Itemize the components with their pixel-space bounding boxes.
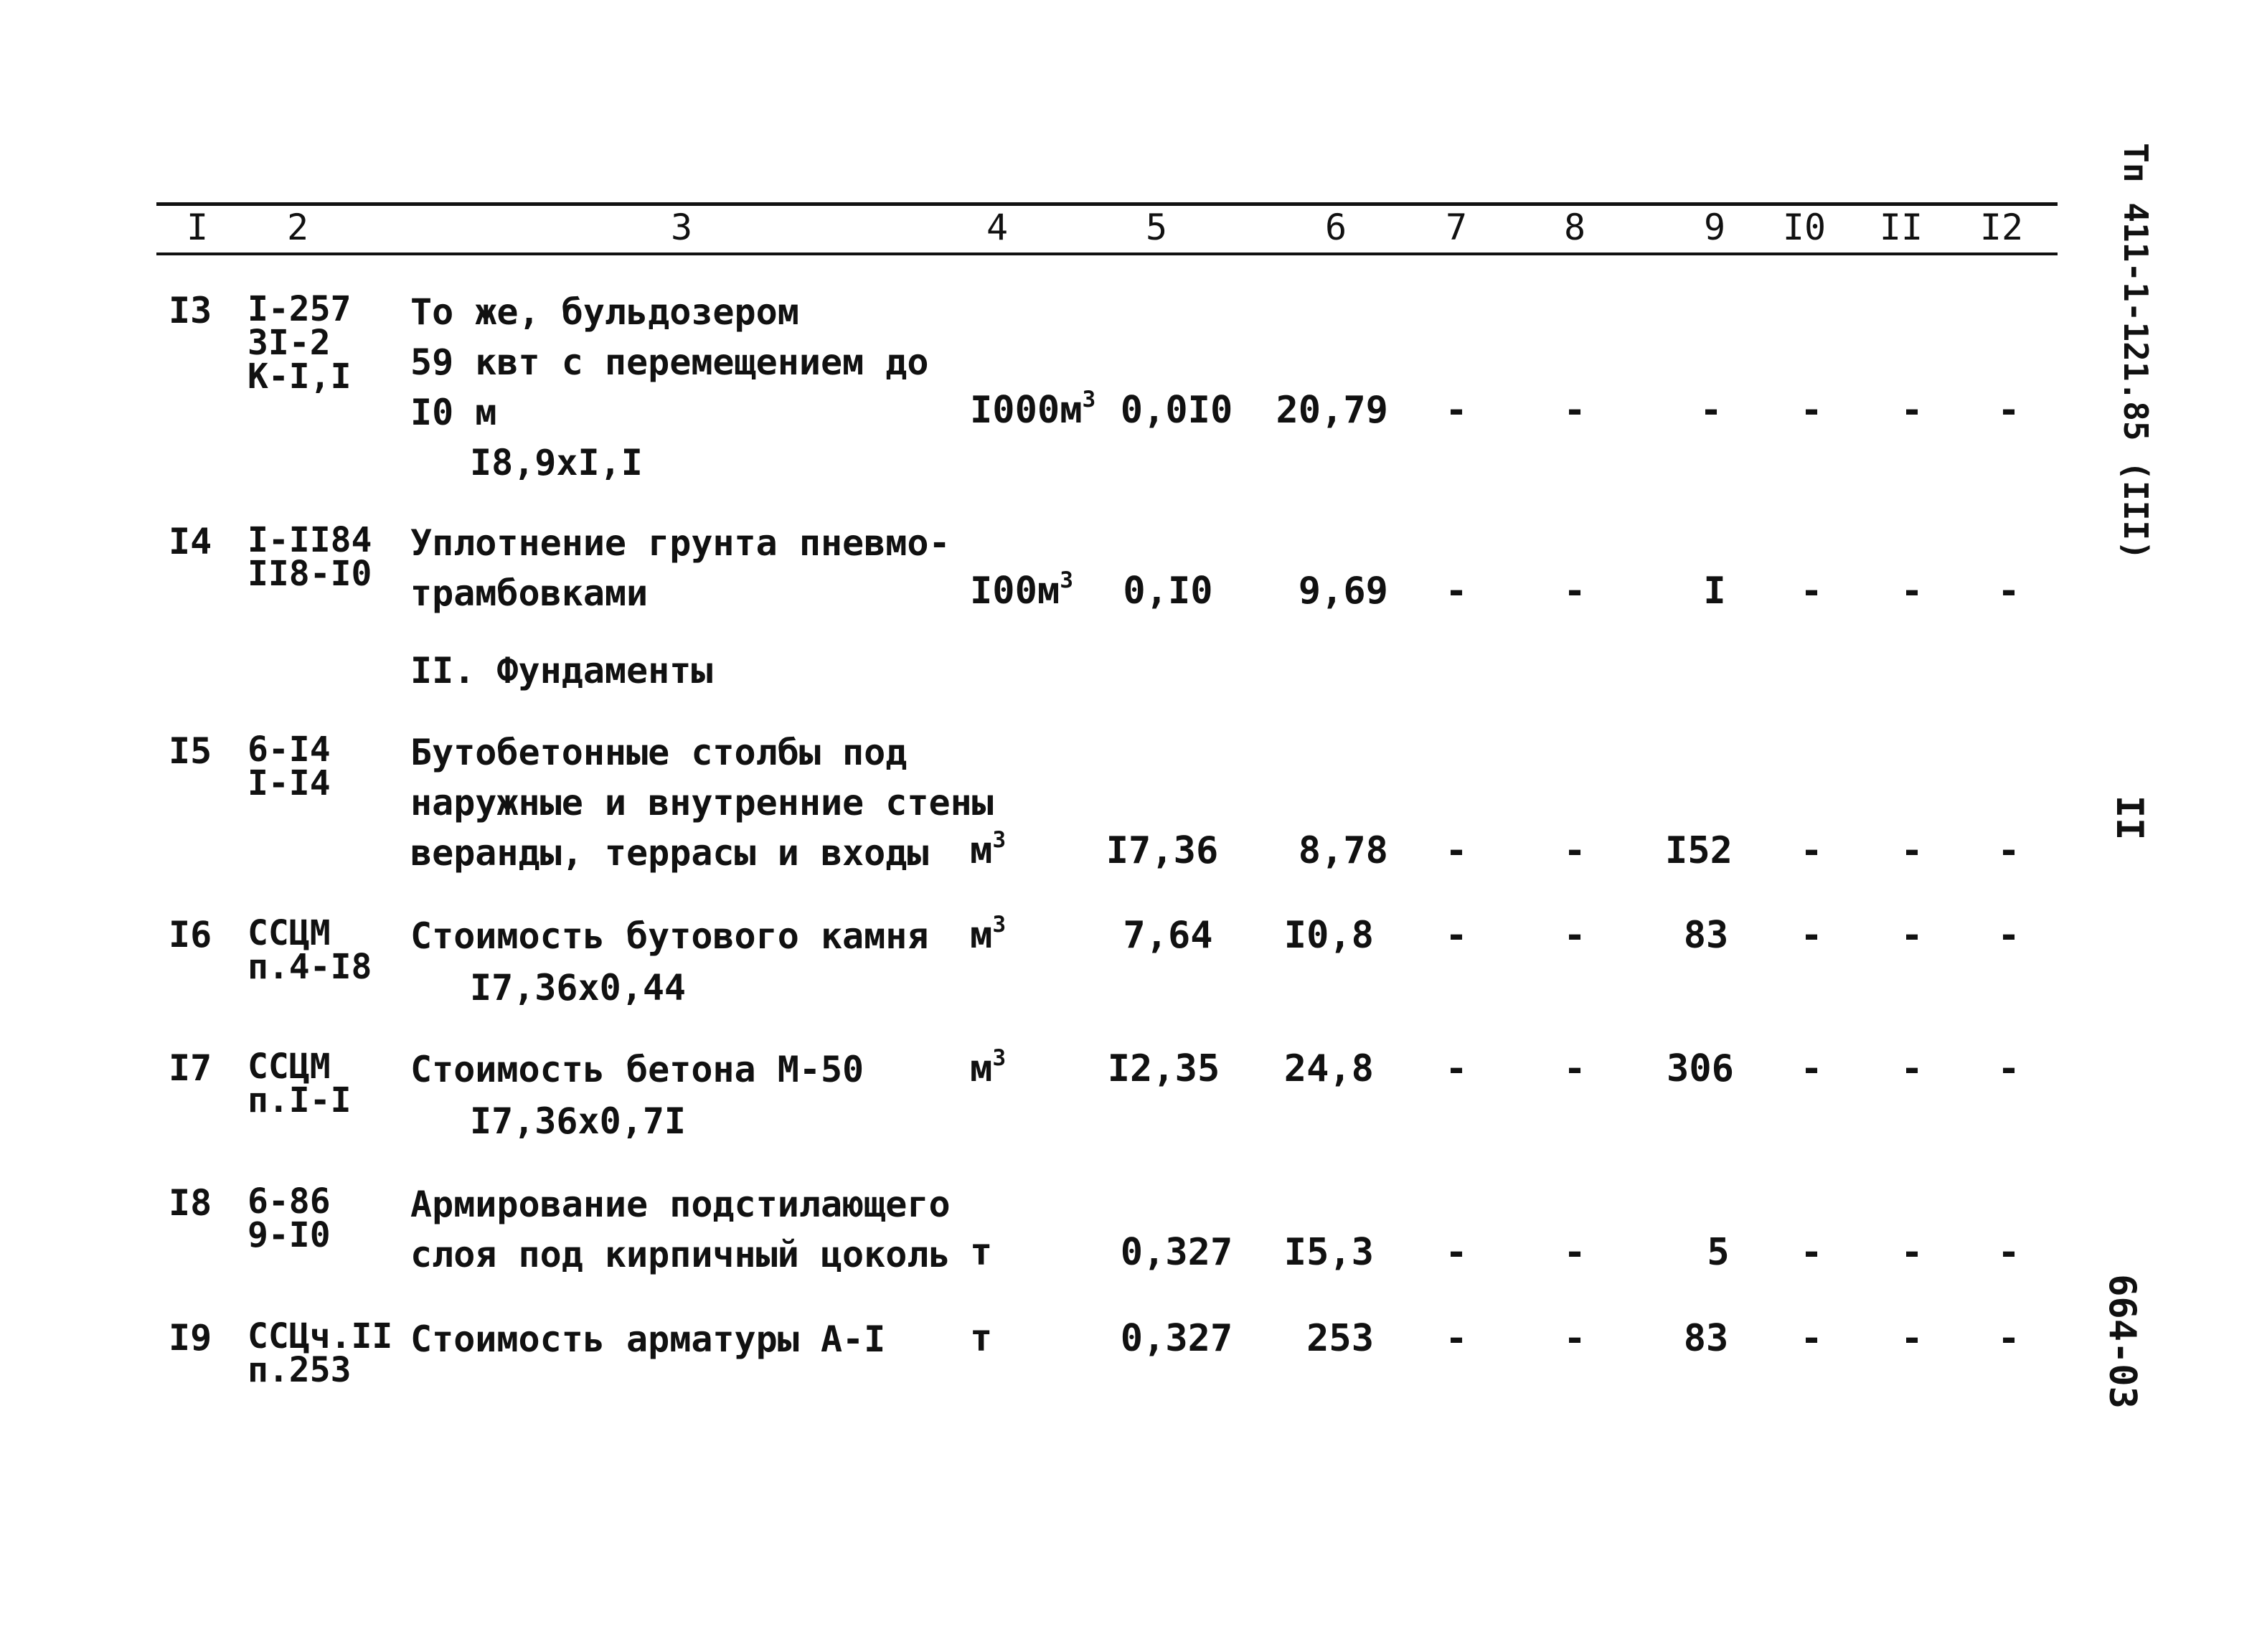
value-col9: 306 (1667, 1047, 1734, 1090)
col-header-2: 2 (286, 207, 309, 248)
value-col12: - (1997, 914, 2020, 957)
page-number: II (2108, 795, 2151, 841)
value-col12: - (1997, 389, 2020, 432)
value-col10: - (1800, 389, 1823, 432)
doc-code: Тп 411-1-121.85 (III) (2116, 143, 2155, 560)
value-col7: - (1445, 1317, 1468, 1360)
value-col8: - (1563, 1317, 1586, 1360)
value-col11: - (1900, 914, 1923, 957)
value-col10: - (1800, 1317, 1823, 1360)
row-number: I5 (169, 730, 212, 772)
value-col10: - (1800, 1231, 1823, 1274)
work-description: Стоимость арматуры А-I (410, 1318, 886, 1360)
unit: $м^3$ (970, 912, 1007, 957)
calculation: I8,9xI,I (470, 442, 643, 483)
value-col8: - (1563, 914, 1586, 957)
work-description: трамбовками (410, 572, 649, 614)
value-col7: - (1445, 829, 1468, 872)
value-col8: - (1563, 389, 1586, 432)
norm-code-line: ССЦМ (248, 913, 331, 953)
section-heading: II. Фундаменты (410, 650, 713, 692)
quantity: I7,36 (1106, 829, 1219, 872)
norm-code-line: I-I4 (248, 763, 331, 803)
norm-code-line: п.253 (248, 1350, 352, 1390)
work-description: Стоимость бутового камня (410, 915, 929, 957)
row-number: I9 (169, 1317, 212, 1359)
value-col11: - (1900, 389, 1923, 432)
norm-code-line: п.4-I8 (248, 947, 372, 987)
unit: $I000м^3$ (970, 387, 1096, 432)
norm-code-line: 9-I0 (248, 1215, 331, 1255)
value-col8: - (1563, 1047, 1586, 1090)
col-header-4: 4 (986, 207, 1009, 248)
work-description: 59 квт с перемещением до (410, 341, 929, 383)
norm-code-line: п.I-I (248, 1080, 352, 1120)
value-col10: - (1800, 829, 1823, 872)
unit: т (970, 1231, 993, 1274)
norm-code-line: II8-I0 (248, 554, 372, 594)
row-number: I8 (169, 1182, 212, 1224)
row-number: I7 (169, 1047, 212, 1089)
col-header-1: I (186, 207, 209, 248)
col-header-10: I0 (1782, 207, 1827, 248)
value-col7: - (1445, 389, 1468, 432)
value-col10: - (1800, 914, 1823, 957)
col-header-6: 6 (1324, 207, 1347, 248)
value-col11: - (1900, 570, 1923, 613)
work-description: веранды, террасы и входы (410, 832, 929, 874)
quantity: 0,0I0 (1120, 389, 1233, 432)
col-header-11: II (1879, 207, 1923, 248)
unit-price: 20,79 (1276, 389, 1388, 432)
value-col9: 83 (1683, 914, 1729, 957)
col-header-12: I2 (1979, 207, 2024, 248)
row-number: I4 (169, 521, 212, 562)
quantity: 7,64 (1123, 914, 1213, 957)
work-description: Армирование подстилающего (410, 1184, 951, 1225)
value-col10: - (1800, 570, 1823, 613)
col-header-8: 8 (1563, 207, 1586, 248)
calculation: I7,36x0,44 (470, 967, 687, 1009)
value-col9: 83 (1683, 1317, 1729, 1360)
norm-code-line: ССЦМ (248, 1047, 331, 1087)
work-description: слоя под кирпичный цоколь (410, 1234, 951, 1275)
norm-code-line: К-I,I (248, 357, 352, 397)
unit-price: I0,8 (1283, 914, 1374, 957)
value-col8: - (1563, 1231, 1586, 1274)
header-bottom-rule (156, 252, 2058, 255)
norm-code-line: ССЦч.II (248, 1316, 393, 1356)
value-col9: I (1703, 570, 1726, 613)
norm-code-line: I-257 (248, 289, 352, 329)
value-col9: - (1700, 389, 1723, 432)
unit-price: 24,8 (1283, 1047, 1374, 1090)
value-col8: - (1563, 829, 1586, 872)
unit-price: I5,3 (1283, 1231, 1374, 1274)
work-description: Уплотнение грунта пневмо- (410, 522, 951, 564)
value-col12: - (1997, 829, 2020, 872)
header-top-rule (156, 202, 2058, 206)
value-col9: 5 (1707, 1231, 1730, 1274)
unit-price: 8,78 (1298, 829, 1388, 872)
unit: т (970, 1317, 993, 1360)
work-description: Стоимость бетона М-50 (410, 1049, 864, 1090)
col-header-9: 9 (1703, 207, 1726, 248)
work-description: I0 м (410, 392, 497, 433)
value-col12: - (1997, 1317, 2020, 1360)
row-number: I3 (169, 290, 212, 331)
value-col7: - (1445, 914, 1468, 957)
sheet-code: 664-03 (2101, 1274, 2144, 1409)
unit: $м^3$ (970, 1045, 1007, 1090)
value-col7: - (1445, 1231, 1468, 1274)
unit: $м^3$ (970, 827, 1007, 872)
quantity: 0,327 (1120, 1231, 1233, 1274)
quantity: 0,I0 (1123, 570, 1213, 613)
unit-price: 9,69 (1298, 570, 1388, 613)
work-description: наружные и внутренние стены (410, 782, 994, 823)
value-col9: I52 (1665, 829, 1733, 872)
value-col12: - (1997, 570, 2020, 613)
value-col12: - (1997, 1231, 2020, 1274)
calculation: I7,36x0,7I (470, 1100, 687, 1142)
unit-price: 253 (1306, 1317, 1374, 1360)
unit: $I00м^3$ (970, 567, 1074, 613)
value-col10: - (1800, 1047, 1823, 1090)
row-number: I6 (169, 914, 212, 955)
norm-code-line: 6-I4 (248, 730, 331, 770)
quantity: 0,327 (1120, 1317, 1233, 1360)
work-description: То же, бульдозером (410, 291, 799, 333)
value-col11: - (1900, 1317, 1923, 1360)
norm-code-line: 3I-2 (248, 323, 331, 363)
value-col11: - (1900, 1047, 1923, 1090)
value-col7: - (1445, 570, 1468, 613)
col-header-7: 7 (1445, 207, 1468, 248)
work-description: Бутобетонные столбы под (410, 732, 908, 773)
norm-code-line: I-II84 (248, 520, 372, 560)
value-col12: - (1997, 1047, 2020, 1090)
value-col11: - (1900, 829, 1923, 872)
quantity: I2,35 (1107, 1047, 1220, 1090)
value-col7: - (1445, 1047, 1468, 1090)
col-header-3: 3 (670, 207, 693, 248)
value-col11: - (1900, 1231, 1923, 1274)
value-col8: - (1563, 570, 1586, 613)
norm-code-line: 6-86 (248, 1181, 331, 1222)
col-header-5: 5 (1145, 207, 1168, 248)
